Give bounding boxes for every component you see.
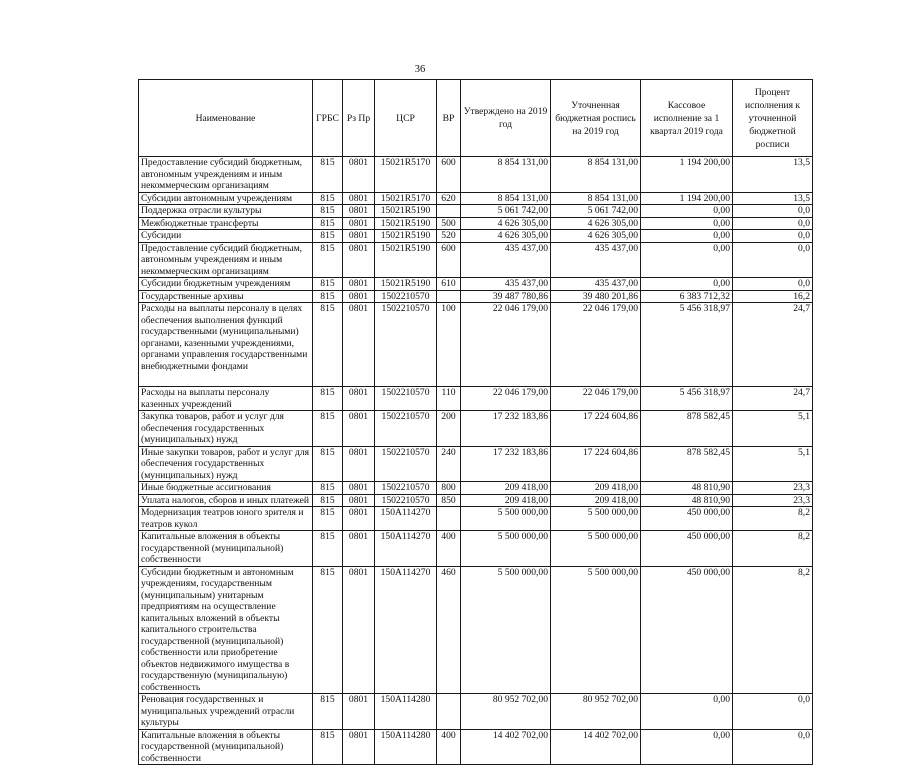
cell-grbs: 815 [313, 729, 343, 765]
cell-cash: 0,00 [641, 242, 733, 278]
cell-vr: 460 [437, 566, 461, 694]
table-header-row [139, 80, 813, 157]
cell-vr: 200 [437, 411, 461, 447]
cell-rzpr: 0801 [343, 157, 375, 193]
cell-grbs: 815 [313, 387, 343, 411]
table-row [139, 694, 813, 730]
cell-csr: 1502210570 [375, 387, 437, 411]
cell-cash: 878 582,45 [641, 446, 733, 482]
cell-percent: 5,1 [733, 411, 813, 447]
cell-cash: 5 456 318,97 [641, 387, 733, 411]
cell-approved: 14 402 702,00 [461, 729, 551, 765]
table-row [139, 507, 813, 531]
cell-cash: 48 810,90 [641, 494, 733, 507]
cell-approved: 80 952 702,00 [461, 694, 551, 730]
cell-vr: 800 [437, 482, 461, 495]
cell-refined: 4 626 305,00 [551, 230, 641, 243]
cell-csr: 150A114270 [375, 507, 437, 531]
cell-csr: 1502210570 [375, 303, 437, 387]
col-header-approved: Утверждено на 2019 год [461, 80, 551, 157]
cell-grbs: 815 [313, 482, 343, 495]
cell-cash: 0,00 [641, 694, 733, 730]
cell-csr: 150A114280 [375, 729, 437, 765]
cell-refined: 17 224 604,86 [551, 446, 641, 482]
cell-rzpr: 0801 [343, 507, 375, 531]
cell-csr: 150A114270 [375, 531, 437, 567]
col-header-percent: Процент исполнения к уточненной бюджетной росписи [733, 80, 813, 157]
cell-approved: 435 437,00 [461, 242, 551, 278]
cell-name: Предоставление субсидий бюджетным, автономным учреждениям и иным некоммерческим организациям [139, 242, 313, 278]
cell-rzpr: 0801 [343, 411, 375, 447]
cell-percent: 23,3 [733, 494, 813, 507]
table-row [139, 387, 813, 411]
cell-rzpr: 0801 [343, 303, 375, 387]
cell-vr: 500 [437, 217, 461, 230]
col-header-vr: ВР [437, 80, 461, 157]
cell-rzpr: 0801 [343, 531, 375, 567]
cell-csr: 1502210570 [375, 494, 437, 507]
cell-rzpr: 0801 [343, 217, 375, 230]
table-row [139, 566, 813, 694]
cell-grbs: 815 [313, 566, 343, 694]
cell-approved: 17 232 183,86 [461, 411, 551, 447]
cell-csr: 15021R5190 [375, 278, 437, 291]
cell-percent: 0,0 [733, 230, 813, 243]
cell-grbs: 815 [313, 507, 343, 531]
cell-csr: 15021R5170 [375, 192, 437, 205]
cell-name: Иные закупки товаров, работ и услуг для обеспечения государственных (муниципальных) нужд [139, 446, 313, 482]
cell-refined: 17 224 604,86 [551, 411, 641, 447]
cell-cash: 450 000,00 [641, 566, 733, 694]
cell-percent: 24,7 [733, 387, 813, 411]
cell-csr: 1502210570 [375, 482, 437, 495]
cell-refined: 39 480 201,86 [551, 290, 641, 303]
table-row [139, 290, 813, 303]
cell-refined: 5 500 000,00 [551, 566, 641, 694]
cell-csr: 15021R5190 [375, 217, 437, 230]
budget-table [138, 79, 813, 765]
cell-cash: 6 383 712,32 [641, 290, 733, 303]
cell-refined: 22 046 179,00 [551, 303, 641, 387]
cell-cash: 0,00 [641, 729, 733, 765]
cell-name: Расходы на выплаты персоналу казенных учреждений [139, 387, 313, 411]
cell-approved: 209 418,00 [461, 482, 551, 495]
col-header-csr: ЦСР [375, 80, 437, 157]
cell-approved: 17 232 183,86 [461, 446, 551, 482]
cell-grbs: 815 [313, 494, 343, 507]
cell-name: Капитальные вложения в объекты государственной (муниципальной) собственности [139, 531, 313, 567]
cell-csr: 1502210570 [375, 411, 437, 447]
cell-percent: 0,0 [733, 278, 813, 291]
cell-csr: 15021R5170 [375, 157, 437, 193]
cell-approved: 5 500 000,00 [461, 531, 551, 567]
cell-name: Закупка товаров, работ и услуг для обеспечения государственных (муниципальных) нужд [139, 411, 313, 447]
cell-vr: 620 [437, 192, 461, 205]
cell-name: Субсидии автономным учреждениям [139, 192, 313, 205]
cell-approved: 435 437,00 [461, 278, 551, 291]
cell-refined: 5 500 000,00 [551, 531, 641, 567]
cell-cash: 0,00 [641, 205, 733, 218]
table-row [139, 494, 813, 507]
table-row [139, 729, 813, 765]
cell-cash: 450 000,00 [641, 531, 733, 567]
cell-rzpr: 0801 [343, 482, 375, 495]
cell-refined: 8 854 131,00 [551, 157, 641, 193]
table-row [139, 205, 813, 218]
cell-name: Поддержка отрасли культуры [139, 205, 313, 218]
table-row [139, 230, 813, 243]
cell-csr: 15021R5190 [375, 205, 437, 218]
table-row [139, 446, 813, 482]
cell-name: Субсидии бюджетным и автономным учреждениям, государственным (муниципальным) унитарным предприятиям на осуществление капитальных вложений в объекты капитального строительства государственной (муниципальной) собственности или приобретение объектов недвижимого имущества в государственную (муниципальную) собственность [139, 566, 313, 694]
cell-refined: 4 626 305,00 [551, 217, 641, 230]
cell-cash: 5 456 318,97 [641, 303, 733, 387]
cell-approved: 5 061 742,00 [461, 205, 551, 218]
cell-approved: 22 046 179,00 [461, 303, 551, 387]
cell-percent: 13,5 [733, 192, 813, 205]
cell-rzpr: 0801 [343, 494, 375, 507]
cell-vr [437, 507, 461, 531]
cell-approved: 5 500 000,00 [461, 507, 551, 531]
cell-rzpr: 0801 [343, 694, 375, 730]
cell-vr: 610 [437, 278, 461, 291]
cell-cash: 0,00 [641, 278, 733, 291]
cell-rzpr: 0801 [343, 446, 375, 482]
cell-name: Уплата налогов, сборов и иных платежей [139, 494, 313, 507]
cell-rzpr: 0801 [343, 205, 375, 218]
cell-approved: 4 626 305,00 [461, 230, 551, 243]
cell-name: Субсидии [139, 230, 313, 243]
cell-cash: 48 810,90 [641, 482, 733, 495]
cell-cash: 450 000,00 [641, 507, 733, 531]
cell-grbs: 815 [313, 278, 343, 291]
cell-name: Модернизация театров юного зрителя и театров кукол [139, 507, 313, 531]
cell-grbs: 815 [313, 157, 343, 193]
cell-refined: 80 952 702,00 [551, 694, 641, 730]
cell-rzpr: 0801 [343, 230, 375, 243]
cell-percent: 16,2 [733, 290, 813, 303]
table-row [139, 482, 813, 495]
cell-name: Расходы на выплаты персоналу в целях обеспечения выполнения функций государственными (муниципальными) органами, казенными учреждениями, органами управления государственными внебюджетными фондами [139, 303, 313, 387]
cell-percent: 5,1 [733, 446, 813, 482]
cell-name: Предоставление субсидий бюджетным, автономным учреждениям и иным некоммерческим организациям [139, 157, 313, 193]
cell-approved: 22 046 179,00 [461, 387, 551, 411]
cell-csr: 15021R5190 [375, 230, 437, 243]
cell-rzpr: 0801 [343, 242, 375, 278]
cell-refined: 22 046 179,00 [551, 387, 641, 411]
cell-cash: 1 194 200,00 [641, 192, 733, 205]
cell-csr: 150A114280 [375, 694, 437, 730]
cell-cash: 878 582,45 [641, 411, 733, 447]
cell-grbs: 815 [313, 217, 343, 230]
col-header-grbs: ГРБС [313, 80, 343, 157]
page-number: 36 [414, 64, 426, 75]
cell-vr: 850 [437, 494, 461, 507]
table-row [139, 531, 813, 567]
cell-percent: 23,3 [733, 482, 813, 495]
cell-percent: 0,0 [733, 729, 813, 765]
cell-percent: 0,0 [733, 694, 813, 730]
table-row [139, 411, 813, 447]
cell-vr [437, 290, 461, 303]
cell-vr: 400 [437, 729, 461, 765]
table-row [139, 242, 813, 278]
cell-rzpr: 0801 [343, 566, 375, 694]
cell-name: Субсидии бюджетным учреждениям [139, 278, 313, 291]
cell-name: Иные бюджетные ассигнования [139, 482, 313, 495]
cell-grbs: 815 [313, 694, 343, 730]
cell-grbs: 815 [313, 303, 343, 387]
cell-csr: 1502210570 [375, 446, 437, 482]
cell-refined: 5 500 000,00 [551, 507, 641, 531]
cell-approved: 8 854 131,00 [461, 157, 551, 193]
cell-refined: 14 402 702,00 [551, 729, 641, 765]
cell-approved: 4 626 305,00 [461, 217, 551, 230]
cell-percent: 8,2 [733, 507, 813, 531]
cell-refined: 5 061 742,00 [551, 205, 641, 218]
cell-name: Реновация государственных и муниципальных учреждений отрасли культуры [139, 694, 313, 730]
cell-percent: 0,0 [733, 242, 813, 278]
cell-csr: 1502210570 [375, 290, 437, 303]
cell-refined: 435 437,00 [551, 278, 641, 291]
cell-percent: 13,5 [733, 157, 813, 193]
cell-name: Межбюджетные трансферты [139, 217, 313, 230]
cell-approved: 209 418,00 [461, 494, 551, 507]
cell-percent: 0,0 [733, 217, 813, 230]
cell-cash: 0,00 [641, 230, 733, 243]
cell-vr: 600 [437, 157, 461, 193]
cell-grbs: 815 [313, 192, 343, 205]
cell-vr: 100 [437, 303, 461, 387]
cell-approved: 39 487 780,86 [461, 290, 551, 303]
cell-name: Государственные архивы [139, 290, 313, 303]
cell-vr: 520 [437, 230, 461, 243]
cell-percent: 24,7 [733, 303, 813, 387]
cell-grbs: 815 [313, 531, 343, 567]
cell-vr: 240 [437, 446, 461, 482]
cell-cash: 1 194 200,00 [641, 157, 733, 193]
table-row [139, 278, 813, 291]
cell-percent: 8,2 [733, 566, 813, 694]
cell-rzpr: 0801 [343, 192, 375, 205]
cell-refined: 209 418,00 [551, 482, 641, 495]
cell-refined: 8 854 131,00 [551, 192, 641, 205]
cell-percent: 0,0 [733, 205, 813, 218]
cell-grbs: 815 [313, 290, 343, 303]
cell-cash: 0,00 [641, 217, 733, 230]
cell-vr: 600 [437, 242, 461, 278]
cell-name: Капитальные вложения в объекты государственной (муниципальной) собственности [139, 729, 313, 765]
cell-rzpr: 0801 [343, 278, 375, 291]
cell-vr: 110 [437, 387, 461, 411]
cell-percent: 8,2 [733, 531, 813, 567]
cell-vr: 400 [437, 531, 461, 567]
cell-approved: 8 854 131,00 [461, 192, 551, 205]
col-header-rzpr: Рз Пр [343, 80, 375, 157]
cell-approved: 5 500 000,00 [461, 566, 551, 694]
table-row [139, 157, 813, 193]
cell-csr: 15021R5190 [375, 242, 437, 278]
cell-grbs: 815 [313, 242, 343, 278]
cell-csr: 150A114270 [375, 566, 437, 694]
cell-grbs: 815 [313, 411, 343, 447]
cell-grbs: 815 [313, 205, 343, 218]
cell-refined: 435 437,00 [551, 242, 641, 278]
cell-vr [437, 694, 461, 730]
cell-refined: 209 418,00 [551, 494, 641, 507]
table-row [139, 303, 813, 387]
cell-rzpr: 0801 [343, 729, 375, 765]
cell-vr [437, 205, 461, 218]
table-row [139, 217, 813, 230]
col-header-refined: Уточненная бюджетная роспись на 2019 год [551, 80, 641, 157]
cell-rzpr: 0801 [343, 290, 375, 303]
cell-grbs: 815 [313, 230, 343, 243]
cell-rzpr: 0801 [343, 387, 375, 411]
col-header-name: Наименование [139, 80, 313, 157]
table-row [139, 192, 813, 205]
col-header-cash: Кассовое исполнение за 1 квартал 2019 года [641, 80, 733, 157]
cell-grbs: 815 [313, 446, 343, 482]
